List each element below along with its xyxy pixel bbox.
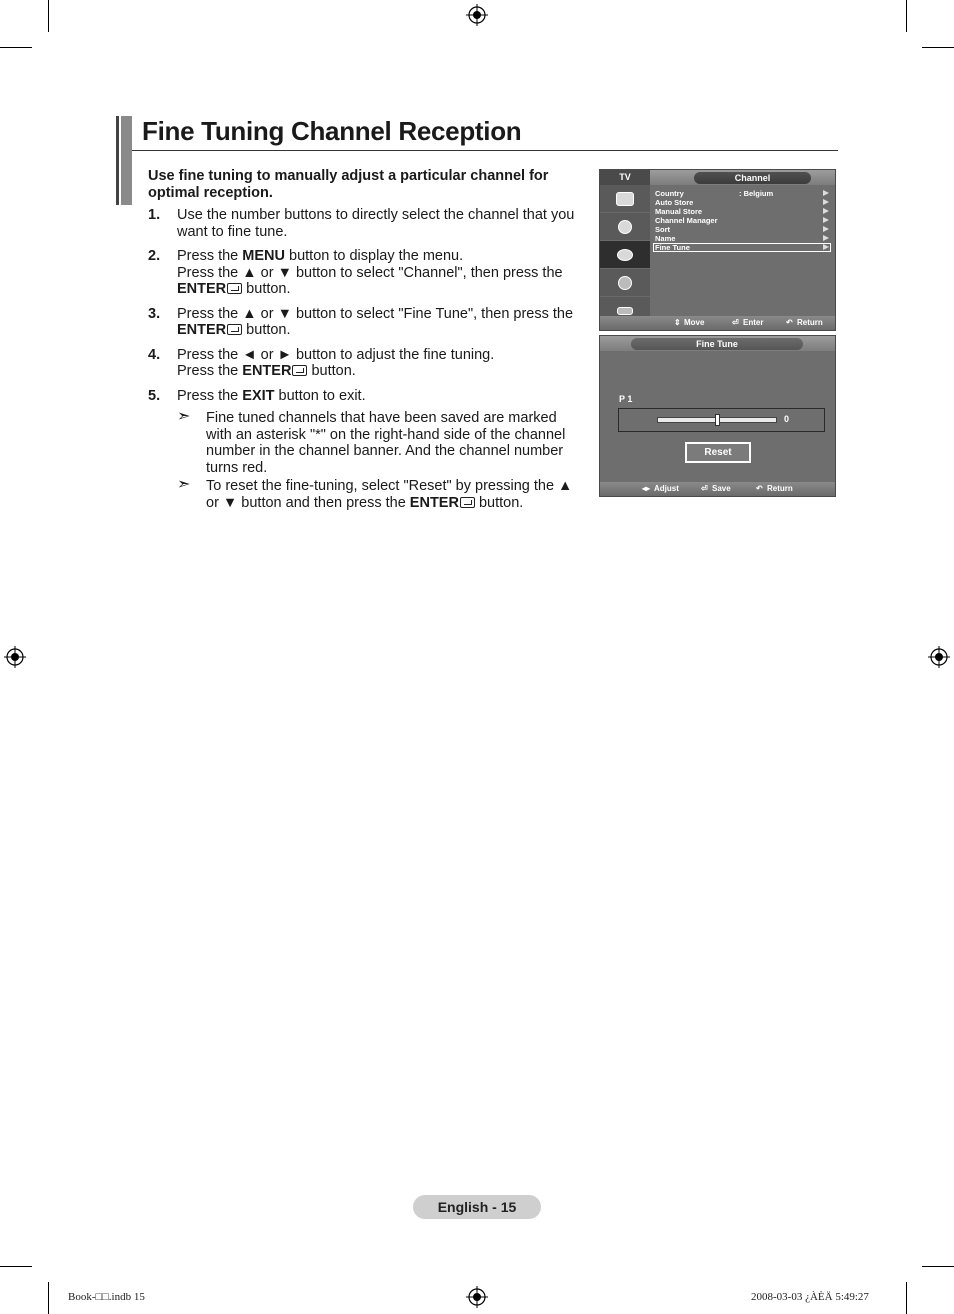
osd-header-title: Fine Tune — [631, 338, 803, 350]
intro-text: Use fine tuning to manually adjust a particular channel for optimal reception. — [148, 168, 549, 201]
chevron-right-icon — [823, 190, 829, 196]
enter-key-label: ENTER — [242, 363, 292, 379]
enter-icon: ⏎ — [732, 318, 739, 327]
crop-mark — [906, 1282, 907, 1314]
osd-item-channel-manager — [653, 216, 831, 225]
step-number: 2. — [148, 248, 161, 264]
crop-mark — [922, 47, 954, 48]
step-3 — [148, 306, 580, 339]
step-text-part: Press the — [177, 248, 243, 264]
save-icon: ⏎ — [701, 484, 708, 493]
step-text-part: button to exit. — [274, 387, 366, 404]
step-2 — [148, 248, 580, 298]
step-text-part: button. — [242, 281, 291, 297]
step-text-part: Press the ◄ or ► button to adjust the fine tuning. — [177, 346, 495, 363]
enter-icon — [292, 365, 307, 376]
instructions — [148, 168, 580, 511]
osd-item-sort — [653, 225, 831, 234]
adjust-icon: ◂▸ — [642, 484, 651, 493]
setup-menu-icon — [600, 269, 650, 297]
channel-menu-icon — [600, 241, 650, 269]
step-4 — [148, 347, 580, 380]
chevron-right-icon — [823, 226, 829, 232]
crop-mark — [48, 1282, 49, 1314]
note-1 — [177, 410, 580, 476]
osd-footer-return: Return — [797, 318, 823, 327]
step-text-part: button. — [242, 322, 291, 338]
chevron-right-icon — [823, 199, 829, 205]
page-number-badge: English - 15 — [413, 1195, 541, 1219]
osd-footer-enter: Enter — [743, 318, 764, 327]
title-accent-bar — [116, 116, 132, 205]
osd-sidebar — [600, 185, 650, 323]
step-text: Use the number buttons to directly select the channel that you want to fine tune. — [177, 207, 575, 240]
fine-tune-slider-box — [618, 408, 825, 432]
note-arrow-icon: ➣ — [177, 408, 191, 425]
exit-key-label: EXIT — [242, 387, 275, 404]
return-icon: ↶ — [756, 484, 763, 493]
fine-tune-slider — [657, 417, 777, 423]
osd-header-title: Channel — [694, 172, 811, 184]
step-text-part: Press the — [177, 363, 243, 379]
osd-item-label: Name — [655, 234, 676, 243]
osd-item-country — [653, 189, 831, 198]
note-text-part: To reset the fine-tuning, select "Reset" by pressing the ▲ or ▼ button and then press the — [206, 478, 573, 511]
menu-key-label: MENU — [242, 248, 285, 264]
slider-thumb — [715, 414, 720, 426]
fine-tune-screenshot — [599, 335, 836, 497]
channel-menu-screenshot — [599, 169, 836, 331]
osd-footer — [600, 316, 835, 330]
move-icon: ⇕ — [674, 318, 681, 327]
osd-item-label: Fine Tune — [655, 243, 690, 252]
osd-item-label: Channel Manager — [655, 216, 718, 225]
note-text — [206, 478, 580, 511]
fine-tune-value: 0 — [784, 414, 790, 424]
chevron-right-icon — [823, 208, 829, 214]
step-text-part: button to display the menu. — [284, 248, 464, 264]
osd-footer-return: Return — [767, 484, 793, 493]
osd-tv-tab: TV — [600, 170, 650, 185]
step-text — [177, 347, 580, 380]
step-number: 3. — [148, 305, 161, 322]
step-text — [177, 248, 580, 298]
crop-mark — [922, 1266, 954, 1267]
step-text-part: Press the — [177, 387, 243, 404]
step-text-part: Press the ▲ or ▼ button to select "Channel", then press the — [177, 264, 563, 281]
osd-footer-adjust: Adjust — [654, 484, 679, 493]
osd-item-auto-store — [653, 198, 831, 207]
chevron-right-icon — [823, 235, 829, 241]
step-number: 4. — [148, 346, 161, 363]
osd-item-value: : Belgium — [739, 189, 774, 198]
osd-footer — [600, 482, 835, 496]
crop-mark — [0, 1266, 32, 1267]
osd-item-label: Manual Store — [655, 207, 703, 216]
step-number: 1. — [148, 207, 161, 223]
picture-menu-icon — [600, 185, 650, 213]
step-text — [177, 306, 580, 339]
osd-item-label: Auto Store — [655, 198, 694, 207]
sound-menu-icon — [600, 213, 650, 241]
note-text: Fine tuned channels that have been saved are marked with an asterisk "*" on the right-hand side of the channel number in the channel banner. And the channel number turns red. — [206, 410, 566, 476]
osd-item-label: Country — [655, 189, 684, 198]
step-5 — [148, 388, 580, 405]
osd-footer-move: Move — [684, 318, 705, 327]
chevron-right-icon — [823, 217, 829, 223]
registration-mark-icon — [928, 646, 950, 668]
page-title: Fine Tuning Channel Reception — [142, 116, 522, 146]
print-slug-timestamp: 2008-03-03 ¿ÀÈÄ 5:49:27 — [751, 1291, 869, 1303]
step-text-part: button. — [307, 363, 356, 379]
step-1 — [148, 207, 580, 240]
crop-mark — [906, 0, 907, 32]
crop-mark — [48, 0, 49, 32]
enter-key-label: ENTER — [177, 322, 227, 338]
registration-mark-icon — [466, 1286, 488, 1308]
note-text-part: button. — [474, 494, 524, 511]
osd-channel-list — [653, 189, 831, 252]
step-number: 5. — [148, 387, 161, 404]
title-rule — [132, 150, 838, 151]
step-text-part: Press the ▲ or ▼ button to select "Fine Tune", then press the — [177, 305, 574, 322]
reset-button: Reset — [685, 442, 751, 463]
enter-icon — [460, 497, 475, 508]
osd-item-name — [653, 234, 831, 243]
print-slug-file: Book-□□.indb 15 — [68, 1291, 145, 1303]
osd-item-manual-store — [653, 207, 831, 216]
step-text — [177, 388, 580, 405]
osd-footer-save: Save — [712, 484, 731, 493]
crop-mark — [0, 47, 32, 48]
note-2 — [177, 478, 580, 511]
chevron-right-icon — [823, 244, 829, 250]
enter-key-label: ENTER — [177, 281, 227, 297]
osd-item-fine-tune — [653, 243, 831, 252]
osd-item-label: Sort — [655, 225, 670, 234]
enter-icon — [227, 283, 242, 294]
registration-mark-icon — [466, 4, 488, 26]
registration-mark-icon — [4, 646, 26, 668]
return-icon: ↶ — [786, 318, 793, 327]
enter-icon — [227, 324, 242, 335]
enter-key-label: ENTER — [409, 494, 459, 511]
note-arrow-icon: ➣ — [177, 476, 191, 493]
channel-number: P 1 — [619, 394, 633, 404]
